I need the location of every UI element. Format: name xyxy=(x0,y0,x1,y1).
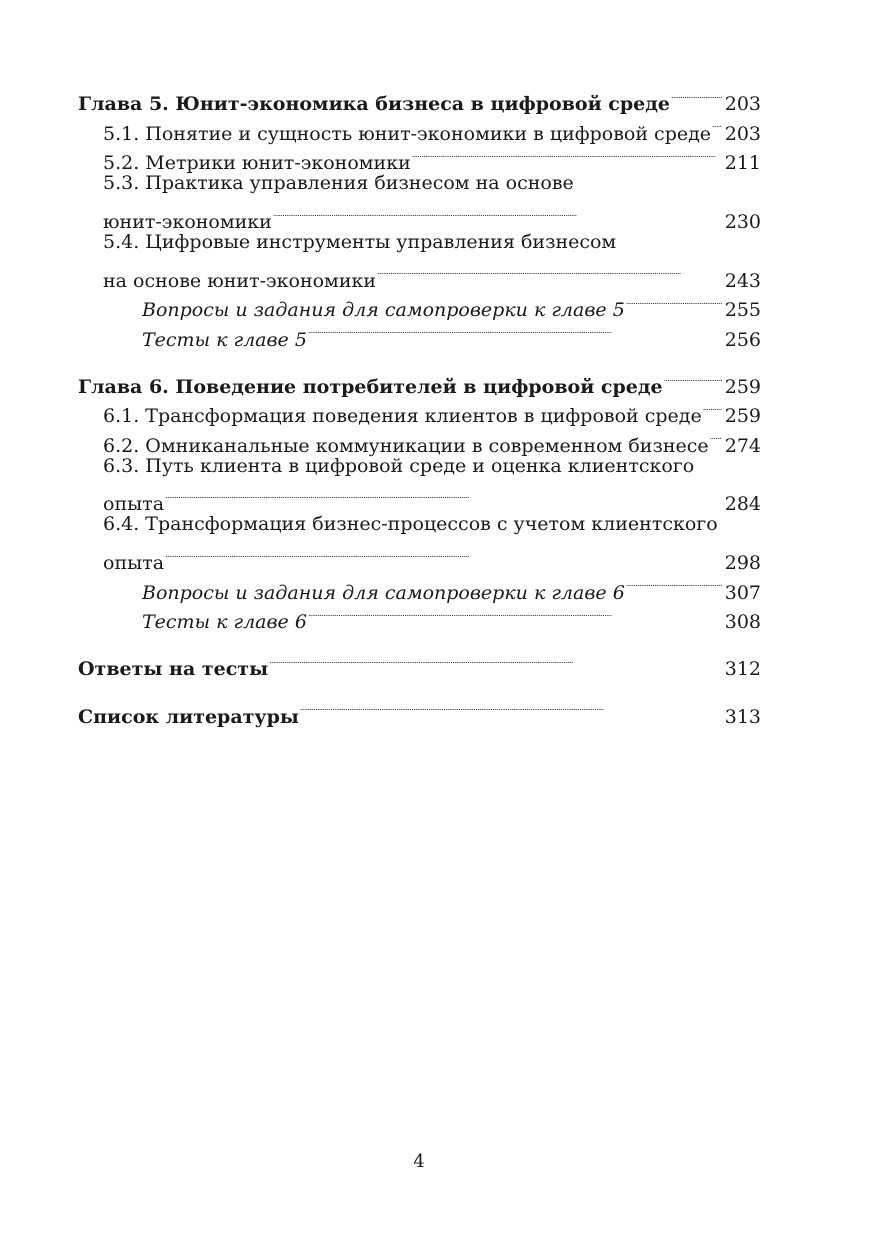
leader-dots xyxy=(412,140,722,169)
toc-entry-6-4-line1[interactable] xyxy=(78,510,761,539)
toc-entry-5-3-line1[interactable] xyxy=(78,169,761,198)
toc-entry-title: 6.1. Трансформация поведения клиентов в цифровой среде xyxy=(103,405,702,428)
leader-dots xyxy=(308,599,722,628)
toc-entry-5-4-line2[interactable] xyxy=(78,257,761,292)
toc-entry-title: Тесты к главе 6 xyxy=(142,611,307,634)
toc-entry-title: Вопросы и задания для самопроверки к главе 5 xyxy=(142,299,625,322)
leader-dots xyxy=(308,316,722,345)
toc-entry-5-4-line1[interactable] xyxy=(78,228,761,257)
toc-entry-title-continued: опыта xyxy=(103,493,165,516)
toc-page-number: 203 xyxy=(724,93,761,116)
toc-page-number: 307 xyxy=(724,581,761,604)
toc-page-number: 274 xyxy=(724,434,761,457)
toc-page-number: 256 xyxy=(724,328,761,351)
toc-page-number: 211 xyxy=(724,152,761,175)
toc-page-number: 312 xyxy=(724,658,761,681)
toc-entry-title-continued: на основе юнит-экономики xyxy=(103,269,377,292)
table-of-contents xyxy=(78,81,761,728)
toc-entry-bibliography[interactable] xyxy=(78,693,761,728)
toc-entry-title: 6.4. Трансформация бизнес-процессов с учетом клиентского xyxy=(103,513,718,536)
toc-page-number: 203 xyxy=(724,122,761,145)
leader-dots xyxy=(710,422,722,451)
toc-page-number: 298 xyxy=(724,552,761,575)
toc-entry-title: Список литературы xyxy=(78,705,299,728)
toc-entry-6-4-line2[interactable] xyxy=(78,540,761,575)
leader-dots xyxy=(703,393,722,422)
toc-entry-title: 5.3. Практика управления бизнесом на основе xyxy=(103,172,574,195)
leader-dots xyxy=(712,110,722,139)
toc-entry-title: Тесты к главе 5 xyxy=(142,328,307,351)
leader-dots xyxy=(664,364,722,393)
toc-entry-title: Глава 5. Юнит-экономика бизнеса в цифровой среде xyxy=(78,93,670,116)
leader-dots xyxy=(377,257,722,286)
toc-entry-answers[interactable] xyxy=(78,646,761,681)
toc-entry-chapter-6[interactable] xyxy=(78,364,761,398)
toc-page-number: 259 xyxy=(724,405,761,428)
toc-entry-title: 6.3. Путь клиента в цифровой среде и оценка клиентского xyxy=(103,454,695,477)
toc-entry-title: 6.2. Омниканальные коммуникации в современном бизнесе xyxy=(103,434,709,457)
toc-entry-title: 5.4. Цифровые инструменты управления бизнесом xyxy=(103,230,617,253)
leader-dots xyxy=(165,481,722,510)
page-number: 4 xyxy=(413,1151,425,1172)
leader-dots xyxy=(165,540,722,569)
toc-entry-title-continued: опыта xyxy=(103,552,165,575)
toc-entry-6-3-line1[interactable] xyxy=(78,452,761,481)
toc-page-number: 313 xyxy=(724,705,761,728)
leader-dots xyxy=(626,287,722,316)
toc-entry-title: Глава 6. Поведение потребителей в цифровой среде xyxy=(78,375,663,398)
leader-dots xyxy=(300,693,722,722)
toc-page-number: 308 xyxy=(724,611,761,634)
toc-page-number: 284 xyxy=(724,493,761,516)
leader-dots xyxy=(269,646,722,675)
toc-entry-title: Ответы на тесты xyxy=(78,658,269,681)
toc-page-number: 243 xyxy=(724,269,761,292)
toc-entry-title-continued: юнит-экономики xyxy=(103,210,272,233)
toc-entry-6-questions[interactable] xyxy=(78,569,761,604)
toc-page-number: 259 xyxy=(724,375,761,398)
leader-dots xyxy=(626,569,722,598)
toc-entry-chapter-5[interactable] xyxy=(78,81,761,116)
toc-page-number: 230 xyxy=(724,210,761,233)
toc-entry-6-3-line2[interactable] xyxy=(78,481,761,516)
leader-dots xyxy=(273,199,722,228)
leader-dots xyxy=(671,81,722,110)
toc-page-number: 255 xyxy=(724,299,761,322)
toc-entry-5-3-line2[interactable] xyxy=(78,199,761,233)
toc-entry-title: 5.2. Метрики юнит-экономики xyxy=(103,152,411,175)
toc-entry-title: 5.1. Понятие и сущность юнит-экономики в цифровой среде xyxy=(103,122,712,145)
toc-entry-title: Вопросы и задания для самопроверки к главе 6 xyxy=(142,581,625,604)
